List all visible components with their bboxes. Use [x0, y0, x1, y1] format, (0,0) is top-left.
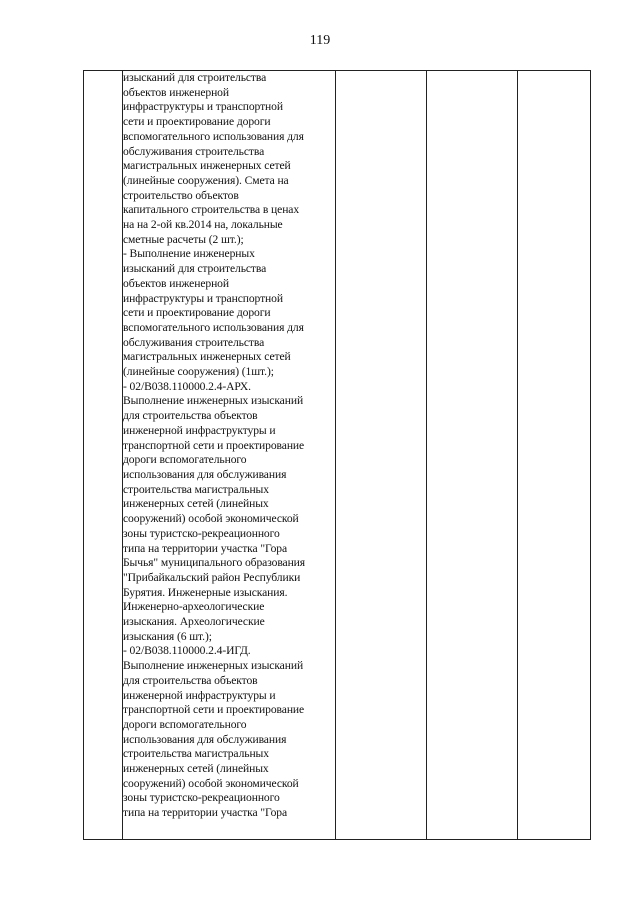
table-row: [84, 71, 591, 840]
text-line: инженерной инфраструктуры и: [123, 423, 276, 437]
text-line: "Прибайкальский район Республики: [123, 570, 301, 584]
text-line: инфраструктуры и транспортной: [123, 100, 283, 114]
text-line: для строительства объектов: [123, 673, 258, 687]
page-number: 119: [309, 33, 331, 48]
text-line: типа на территории участка "Гора: [123, 806, 288, 820]
text-line: сооружений) особой экономической: [123, 776, 299, 790]
text-line: (линейные сооружения) (1шт.);: [123, 365, 274, 379]
text-line: - Выполнение инженерных: [123, 247, 255, 261]
text-line: Выполнение инженерных изысканий: [123, 659, 304, 673]
text-line: сети и проектирование дороги: [123, 306, 271, 320]
text-line: вспомогательного использования для: [123, 320, 304, 334]
description-text: [123, 71, 335, 821]
text-line: обслуживания строительства: [123, 335, 265, 349]
document-table: [83, 70, 591, 840]
text-line: - 02/В038.110000.2.4-ИГД.: [123, 644, 251, 658]
text-line: типа на территории участка "Гора: [123, 541, 288, 555]
text-line: - 02/В038.110000.2.4-АРХ.: [123, 379, 251, 393]
text-line: сметные расчеты (2 шт.);: [123, 232, 244, 246]
text-line: капитального строительства в ценах: [123, 203, 300, 217]
text-line: для строительства объектов: [123, 409, 258, 423]
text-line: инженерных сетей (линейных: [123, 497, 269, 511]
table-cell-empty: [336, 71, 427, 840]
table-cell-description: [123, 71, 336, 840]
text-line: изысканий для строительства: [123, 262, 267, 276]
text-line: на на 2-ой кв.2014 на, локальные: [123, 218, 283, 232]
text-line: Инженерно-археологические: [123, 600, 265, 614]
text-line: магистральных инженерных сетей: [123, 350, 291, 364]
text-line: строительства магистральных: [123, 747, 269, 761]
table-cell-empty: [427, 71, 518, 840]
text-line: Бычья" муниципального образования: [123, 556, 306, 570]
text-line: сети и проектирование дороги: [123, 115, 271, 129]
text-line: объектов инженерной: [123, 276, 229, 290]
table-cell-empty: [518, 71, 591, 840]
text-line: инфраструктуры и транспортной: [123, 291, 283, 305]
text-line: обслуживания строительства: [123, 144, 265, 158]
text-line: дороги вспомогательного: [123, 453, 247, 467]
text-line: изыскания (6 шт.);: [123, 629, 212, 643]
text-line: изыскания. Археологические: [123, 615, 265, 629]
text-line: строительство объектов: [123, 188, 239, 202]
text-line: использования для обслуживания: [123, 467, 287, 481]
text-line: магистральных инженерных сетей: [123, 159, 291, 173]
text-line: Выполнение инженерных изысканий: [123, 394, 304, 408]
text-line: дороги вспомогательного: [123, 717, 247, 731]
text-line: инженерных сетей (линейных: [123, 762, 269, 776]
text-line: объектов инженерной: [123, 85, 229, 99]
text-line: зоны туристско-рекреационного: [123, 526, 280, 540]
text-line: сооружений) особой экономической: [123, 512, 299, 526]
text-line: изысканий для строительства: [123, 71, 267, 84]
text-line: зоны туристско-рекреационного: [123, 791, 280, 805]
text-line: транспортной сети и проектирование: [123, 703, 305, 717]
text-line: транспортной сети и проектирование: [123, 438, 305, 452]
text-line: строительства магистральных: [123, 482, 269, 496]
text-line: вспомогательного использования для: [123, 129, 304, 143]
text-line: инженерной инфраструктуры и: [123, 688, 276, 702]
text-line: (линейные сооружения). Смета на: [123, 173, 289, 187]
text-line: использования для обслуживания: [123, 732, 287, 746]
table-cell-number: [84, 71, 123, 840]
text-line: Бурятия. Инженерные изыскания.: [123, 585, 288, 599]
